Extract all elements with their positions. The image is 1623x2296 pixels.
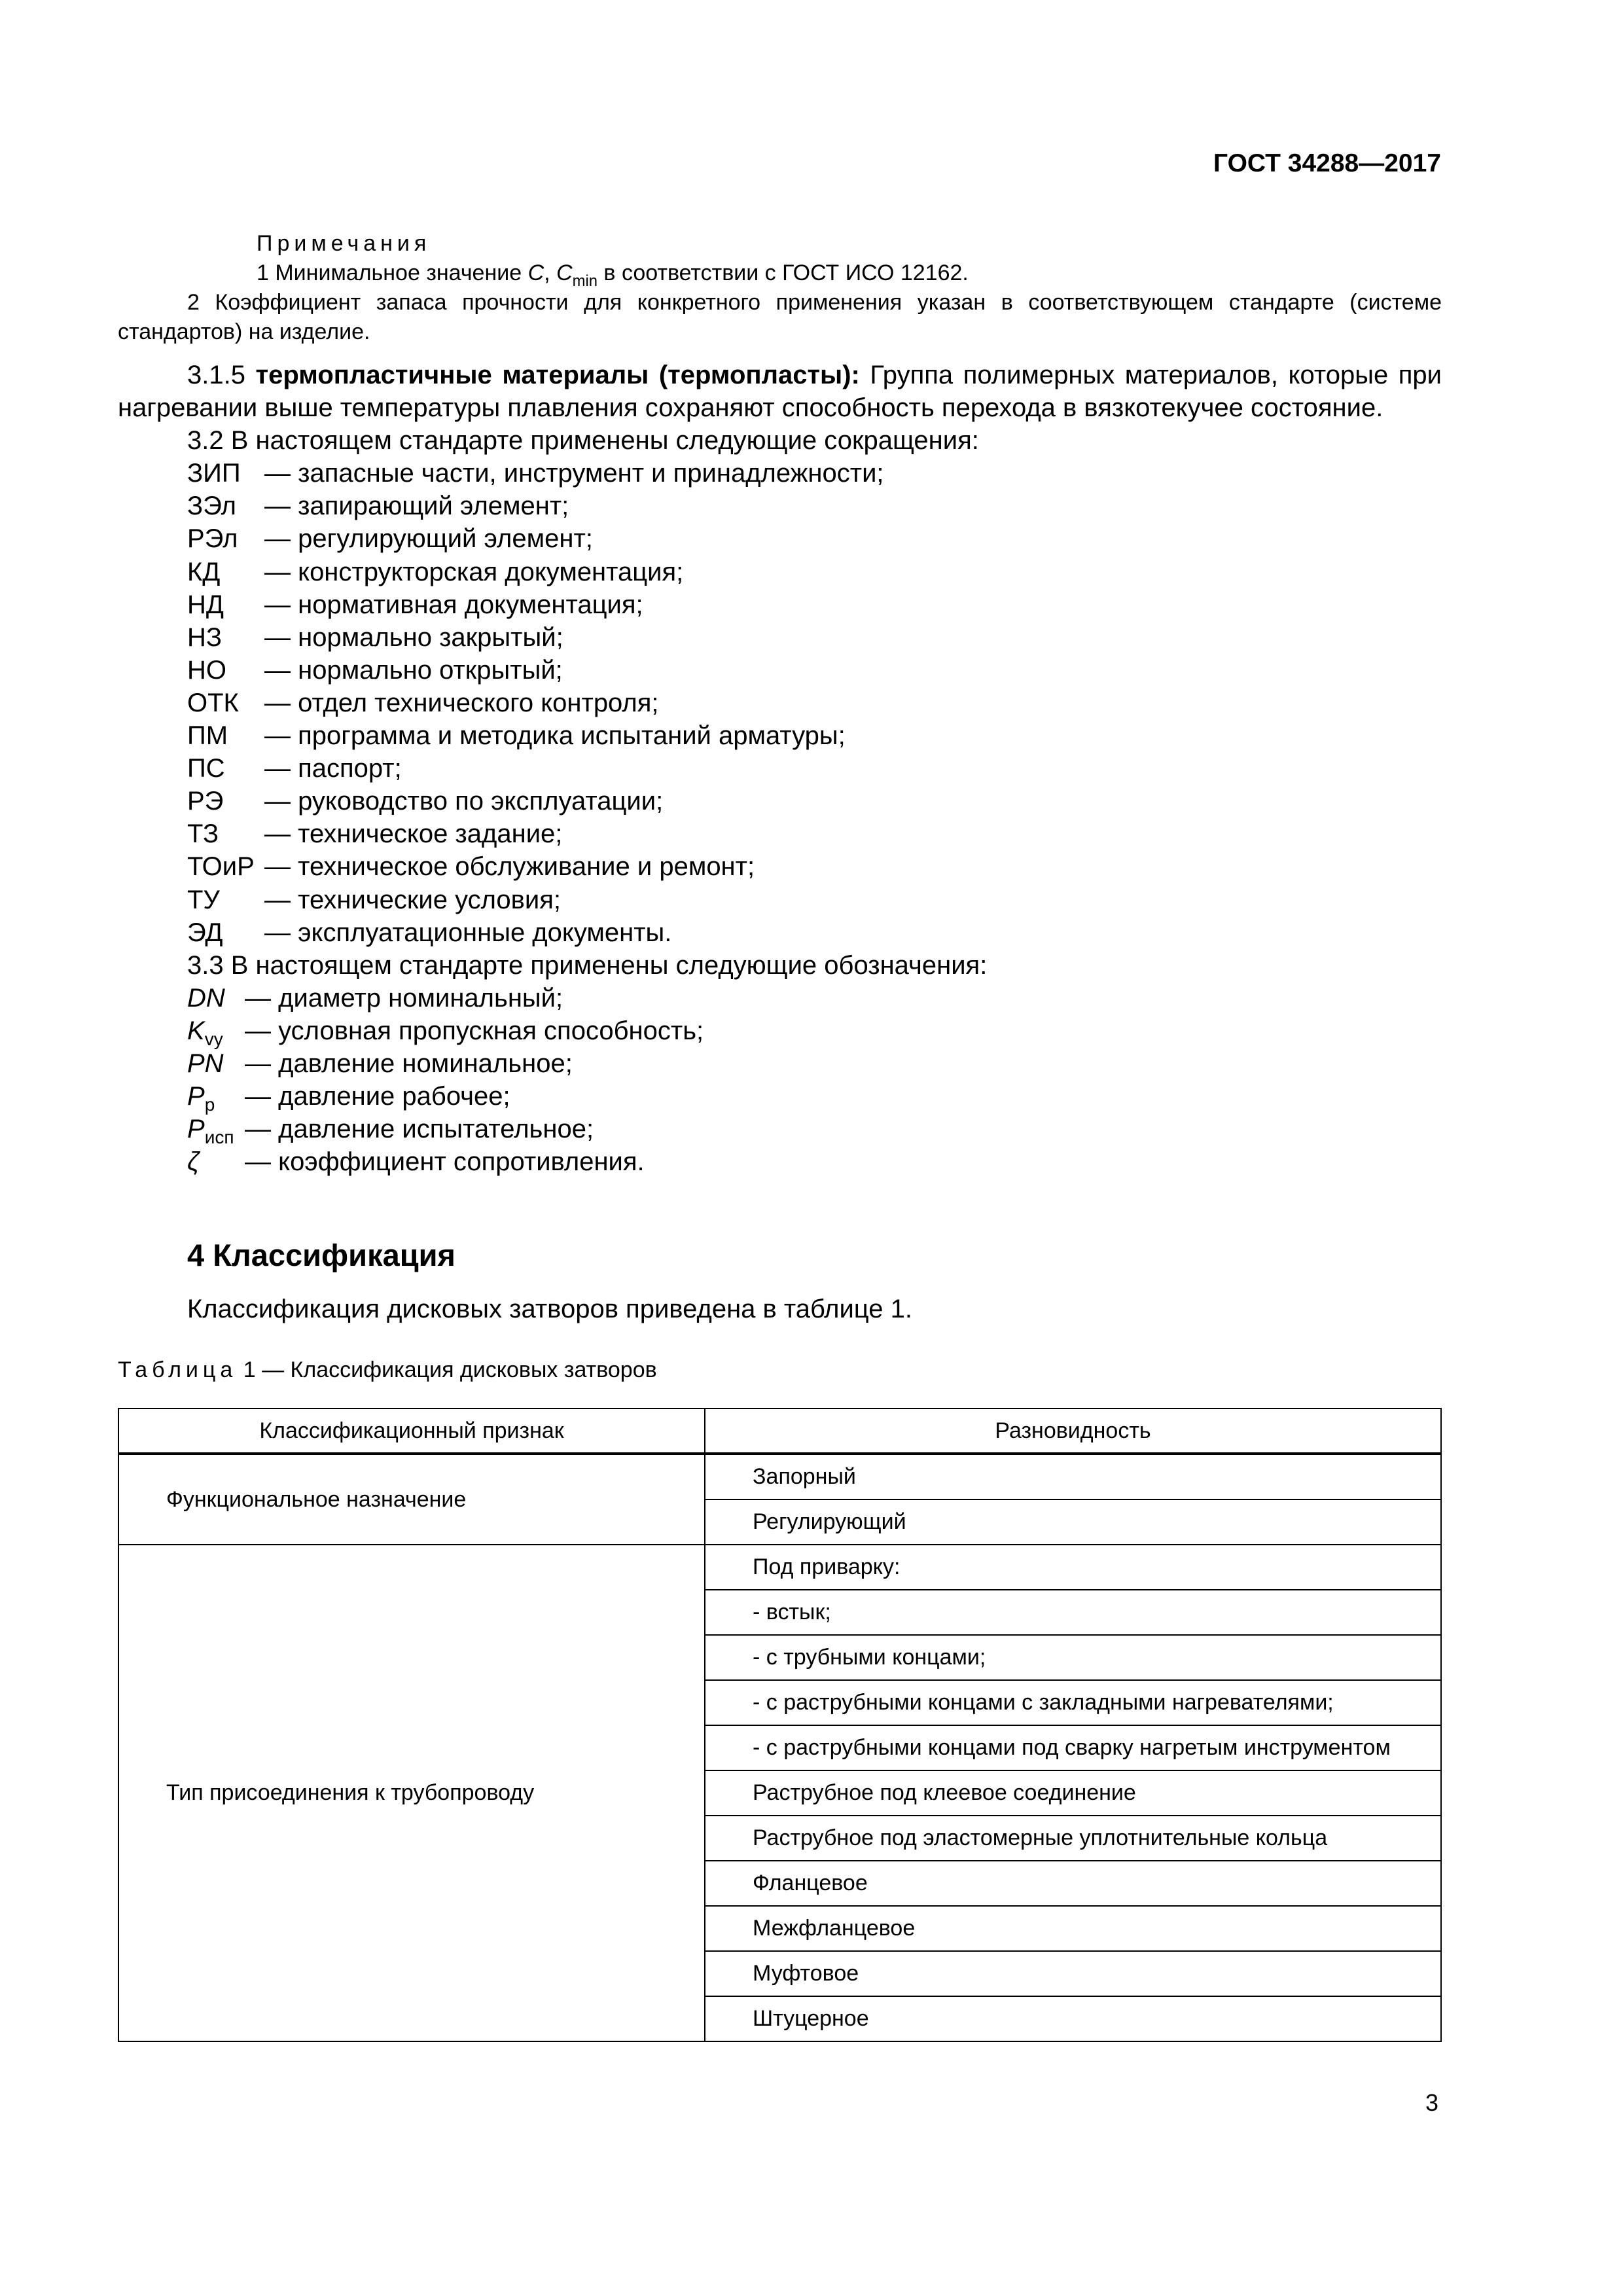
symbol-subscript: vy xyxy=(204,1028,223,1049)
abbreviation: ТУ xyxy=(187,885,220,914)
section-3-3-title: 3.3 В настоящем стандарте применены следующие обозначения: xyxy=(187,950,988,980)
abbreviation: ЭД xyxy=(187,918,223,947)
symbol-meaning: — коэффициент сопротивления. xyxy=(245,1147,645,1177)
section-4-paragraph: Классификация дисковых затворов приведена в таблице 1. xyxy=(187,1295,912,1323)
symbol-cmin: C xyxy=(556,260,573,285)
abbreviation-item xyxy=(118,884,1442,916)
symbol-letter: P xyxy=(187,1115,205,1144)
variety-cell: Раструбное под эластомерные уплотнительные кольца xyxy=(705,1816,1441,1861)
note-1-text: 1 Минимальное значение xyxy=(257,260,528,285)
symbol xyxy=(187,1145,245,1178)
abbreviation: ПМ xyxy=(187,721,228,751)
variety-cell: - с раструбными концами под сварку нагретым инструментом xyxy=(705,1725,1441,1770)
abbreviation-meaning: — регулирующий элемент; xyxy=(264,524,593,554)
abbreviation-item xyxy=(118,654,1442,687)
table-header-row xyxy=(118,1408,1441,1454)
variety-cell: - встык; xyxy=(705,1590,1441,1635)
abbreviation: ТОиР xyxy=(187,852,255,882)
classification-table xyxy=(118,1408,1442,2042)
section-3-2-title: 3.2 В настоящем стандарте применены следующие сокращения: xyxy=(187,426,979,456)
definition-3-1-5 xyxy=(118,359,1442,424)
feature-cell: Функциональное назначение xyxy=(118,1454,705,1545)
abbreviation: ЗЭл xyxy=(187,492,236,521)
abbreviation-meaning: — руководство по эксплуатации; xyxy=(264,787,664,816)
symbol-meaning: — условная пропускная способность; xyxy=(245,1016,704,1045)
variety-cell: Регулирующий xyxy=(705,1499,1441,1545)
variety-cell: - с раструбными концами с закладными нагревателями; xyxy=(705,1680,1441,1725)
symbol-letter: P xyxy=(187,1082,205,1111)
abbreviation-item xyxy=(118,522,1442,555)
variety-cell: Запорный xyxy=(705,1454,1441,1499)
body-text xyxy=(118,359,1442,1178)
variety-cell: Под приварку: xyxy=(705,1545,1441,1590)
abbreviation-meaning: — паспорт; xyxy=(264,754,402,783)
variety-cell: Муфтовое xyxy=(705,1951,1441,1996)
abbreviation-meaning: — программа и методика испытаний арматуры; xyxy=(264,721,846,751)
variety-cell: Межфланцевое xyxy=(705,1906,1441,1951)
symbol-item xyxy=(118,982,1442,1014)
note-1 xyxy=(118,259,1442,288)
symbol-letter: ζ xyxy=(187,1147,200,1177)
header-feature: Классификационный признак xyxy=(118,1408,705,1454)
abbreviation-meaning: — нормативная документация; xyxy=(264,590,643,619)
abbreviation: КД xyxy=(187,557,221,586)
feature-cell: Тип присоединения к трубопроводу xyxy=(118,1545,705,2041)
symbol xyxy=(187,982,245,1014)
symbol-item xyxy=(118,1014,1442,1047)
table-caption xyxy=(118,1357,657,1383)
symbol-subscript: исп xyxy=(204,1127,234,1148)
abbreviation-item xyxy=(118,850,1442,883)
symbol-item xyxy=(118,1047,1442,1080)
variety-cell: Фланцевое xyxy=(705,1861,1441,1906)
abbreviation: ОТК xyxy=(187,688,239,717)
abbreviation-meaning: — техническое задание; xyxy=(264,819,563,849)
table-caption-text: 1 — Классификация дисковых затворов xyxy=(237,1357,657,1382)
notes-block xyxy=(118,229,1442,347)
abbreviation-meaning: — запирающий элемент; xyxy=(264,492,569,521)
symbol-letter: DN xyxy=(187,983,225,1013)
header-variety: Разновидность xyxy=(705,1408,1441,1454)
note-2: 2 Коэффициент запаса прочности для конкретного применения указан в соответствующем стандарте (системе стандартов) на изделие. xyxy=(118,290,1442,344)
symbol xyxy=(187,1113,245,1148)
abbreviation: ЗИП xyxy=(187,459,241,488)
symbol-meaning: — давление испытательное; xyxy=(245,1115,594,1144)
abbreviation-item xyxy=(118,457,1442,490)
symbol-letter: PN xyxy=(187,1049,224,1078)
notes-title: Примечания xyxy=(257,231,431,256)
symbol xyxy=(187,1047,245,1080)
table-row xyxy=(118,1454,1441,1499)
symbol-item xyxy=(118,1145,1442,1178)
page-number: 3 xyxy=(1425,2089,1439,2116)
variety-cell: Раструбное под клеевое соединение xyxy=(705,1770,1441,1816)
abbreviation: ПС xyxy=(187,754,225,783)
symbol-letter: K xyxy=(187,1016,205,1045)
table-row xyxy=(118,1545,1441,1590)
abbreviation: ТЗ xyxy=(187,819,219,849)
abbreviation-meaning: — техническое обслуживание и ремонт; xyxy=(264,852,755,882)
abbreviation-item xyxy=(118,490,1442,522)
abbreviation: НО xyxy=(187,655,226,685)
comma: , xyxy=(544,260,557,285)
abbreviation-meaning: — конструкторская документация; xyxy=(264,557,684,586)
section-4-heading: 4 Классификация xyxy=(187,1238,455,1272)
abbreviation-meaning: — отдел технического контроля; xyxy=(264,688,659,717)
variety-cell: - с трубными концами; xyxy=(705,1635,1441,1680)
abbreviation-item xyxy=(118,719,1442,752)
abbreviation-item xyxy=(118,556,1442,588)
abbreviation-meaning: — нормально закрытый; xyxy=(264,622,563,652)
note-1-text-end: в соответствии с ГОСТ ИСО 12162. xyxy=(597,260,969,285)
symbol-list xyxy=(118,982,1442,1179)
abbreviation: РЭ xyxy=(187,787,224,816)
abbreviation-item xyxy=(118,687,1442,719)
table-caption-label: Таблица xyxy=(118,1357,238,1382)
abbreviation-item xyxy=(118,785,1442,817)
symbol-meaning: — диаметр номинальный; xyxy=(245,983,563,1013)
term: термопластичные материалы (термопласты): xyxy=(255,361,860,389)
abbreviation-item xyxy=(118,817,1442,850)
symbol-item xyxy=(118,1113,1442,1148)
abbreviation-list xyxy=(118,457,1442,948)
symbol-meaning: — давление рабочее; xyxy=(245,1082,510,1111)
abbreviation-item xyxy=(118,621,1442,654)
clause-number: 3.1.5 xyxy=(187,361,256,389)
symbol-item xyxy=(118,1080,1442,1113)
variety-cell: Штуцерное xyxy=(705,1996,1441,2041)
symbol xyxy=(187,1014,245,1047)
symbol xyxy=(187,1080,245,1113)
abbreviation-item xyxy=(118,752,1442,785)
abbreviation-meaning: — нормально открытый; xyxy=(264,655,563,685)
symbol-meaning: — давление номинальное; xyxy=(245,1049,573,1078)
abbreviation-item xyxy=(118,588,1442,621)
abbreviation: РЭл xyxy=(187,524,238,554)
abbreviation: НЗ xyxy=(187,622,223,652)
abbreviation-item xyxy=(118,916,1442,949)
symbol-subscript: р xyxy=(204,1094,215,1115)
abbreviation-meaning: — технические условия; xyxy=(264,885,562,914)
definition-text: Группа полимерных материалов, которые при нагревании выше температуры плавления сохраняют способность перехода в вязкотекучее состояние. xyxy=(118,361,1442,423)
symbol-c: C xyxy=(527,260,544,285)
document-number: ГОСТ 34288—2017 xyxy=(1213,149,1441,177)
subscript-min: min xyxy=(572,272,597,290)
abbreviation-meaning: — эксплуатационные документы. xyxy=(264,918,672,947)
abbreviation-meaning: — запасные части, инструмент и принадлежности; xyxy=(264,459,884,488)
abbreviation: НД xyxy=(187,590,224,619)
